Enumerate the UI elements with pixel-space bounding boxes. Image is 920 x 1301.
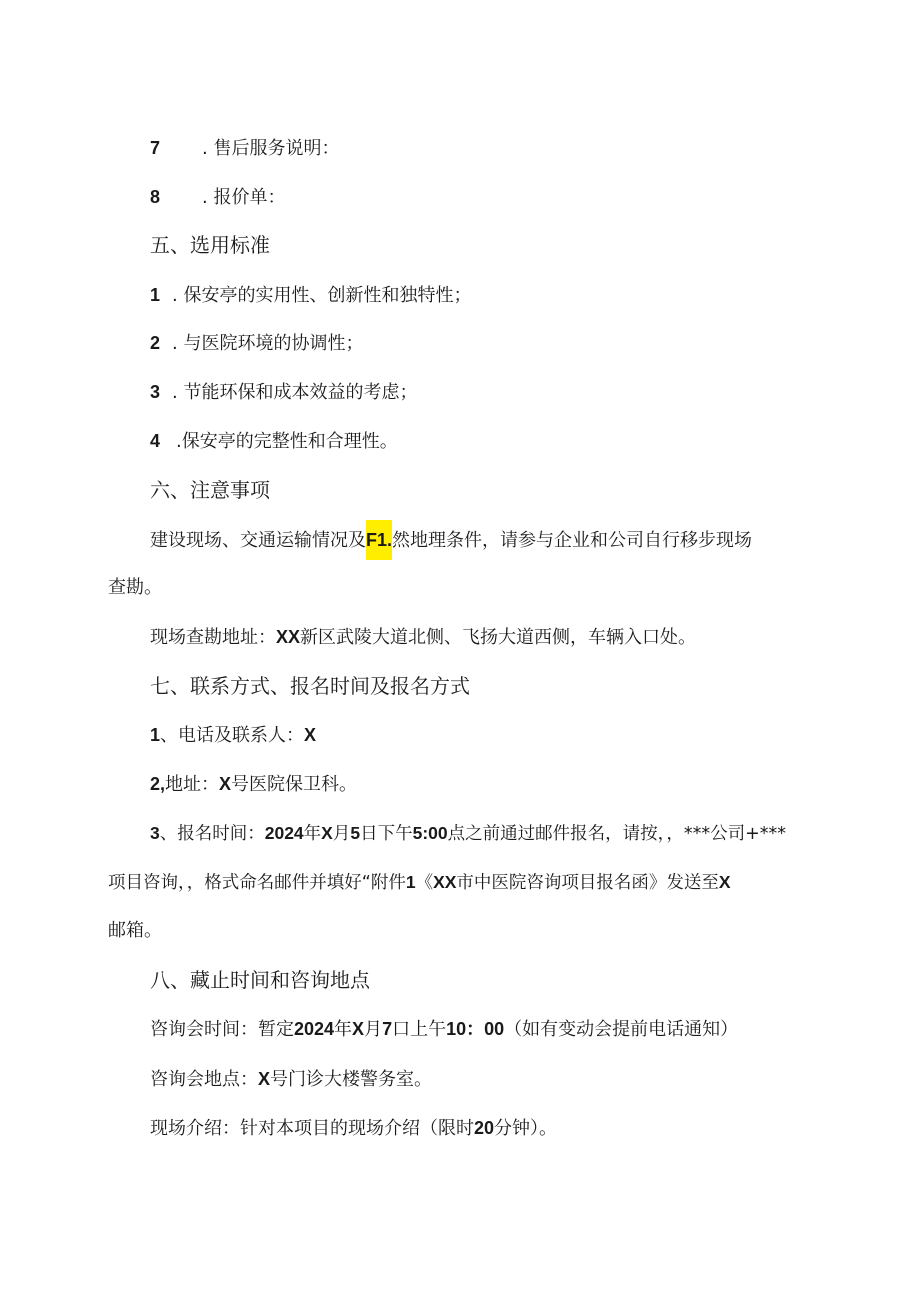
text-segment: 号医院保卫科。 (231, 774, 358, 795)
text-segment: 项目咨询，，格式命名邮件并填好“附件 (108, 873, 406, 893)
item-number: 3 (150, 823, 160, 843)
text-segment: 月 (332, 824, 351, 844)
section-heading-8: 八、藏止时间和咨询地点 (150, 968, 370, 992)
item-number: 2, (150, 774, 166, 794)
site-introduction (150, 1115, 557, 1142)
section-heading-5: 五、选用标准 (150, 233, 270, 257)
section-heading-6: 六、注意事项 (150, 478, 270, 502)
attachment-number: 1 (405, 872, 416, 892)
item-number: 2 (150, 333, 161, 353)
item-number: 4 (150, 431, 161, 451)
item-number: 3 (150, 382, 161, 402)
item-number: 1 (150, 725, 161, 745)
text-segment: 年 (303, 824, 322, 844)
text-segment: 现场查勘地址： (150, 627, 276, 648)
registration-time (150, 820, 786, 847)
item-number: 7 (150, 138, 161, 158)
text-segment: （如有变动会提前电话通知） (504, 1019, 739, 1040)
duration-minutes: 20 (474, 1118, 495, 1138)
meeting-time (150, 1016, 738, 1043)
text-segment: 、电话及联系人： (160, 725, 305, 746)
placeholder-code: X (718, 872, 731, 892)
item-number: 1 (150, 285, 161, 305)
text-segment: 然地理条件，请参与企业和公司自行移步现场 (392, 530, 753, 551)
text-segment: 口上午 (392, 1019, 447, 1040)
text-segment: 年 (334, 1019, 353, 1040)
item-text: .保安亭的完整性和合理性。 (176, 431, 398, 452)
list-item-3 (150, 379, 417, 406)
text-segment: 咨询会时间：暂定 (150, 1019, 294, 1040)
text-segment: 现场介绍：针对本项目的现场介绍（限时 (150, 1118, 474, 1139)
time: 10：00 (446, 1019, 505, 1039)
placeholder-code: XX (433, 872, 457, 892)
item-number: 8 (150, 187, 161, 207)
item-text: . 报价单： (202, 187, 286, 208)
text-segment: 建设现场、交通运输情况及 (150, 530, 366, 551)
meeting-location (150, 1066, 432, 1093)
list-item-2 (150, 330, 363, 357)
text-segment: 市中医院咨询项目报名函》发送至 (456, 873, 719, 893)
highlighted-text: F1. (366, 520, 392, 560)
placeholder-code: X (258, 1069, 271, 1089)
item-text: . 售后服务说明： (202, 138, 340, 159)
section-heading-7: 七、联系方式、报名时间及报名方式 (150, 674, 470, 698)
text-segment: 号门诊大楼警务室。 (270, 1069, 433, 1090)
list-item-8 (150, 184, 285, 211)
placeholder-code: X (304, 725, 317, 745)
paragraph-continuation: 查勘。 (108, 577, 162, 598)
list-item-7 (150, 135, 339, 162)
text-segment: 点之前通过邮件报名，请按，，***公司+*** (447, 824, 787, 844)
registration-time-line3: 邮箱。 (108, 920, 162, 941)
list-item-1 (150, 282, 471, 309)
text-segment: 日下午 (360, 824, 413, 844)
item-text: . 保安亭的实用性、创新性和独特性； (172, 285, 472, 306)
year: 2024 (264, 823, 304, 843)
placeholder-code: X (321, 823, 333, 843)
placeholder-code: X (352, 1019, 365, 1039)
year: 2024 (294, 1019, 335, 1039)
placeholder-code: X (219, 774, 232, 794)
text-segment: 新区武陵大道北侧、飞扬大道西侧，车辆入口处。 (300, 627, 697, 648)
text-segment: 《 (415, 873, 434, 893)
item-text: . 与医院环境的协调性； (172, 333, 364, 354)
paragraph-site-conditions (150, 527, 752, 554)
item-text: . 节能环保和成本效益的考虑； (172, 382, 418, 403)
text-segment: 分钟）。 (494, 1118, 558, 1139)
contact-address (150, 771, 357, 798)
text-segment: 月 (364, 1019, 383, 1040)
placeholder-code: XX (276, 627, 301, 647)
list-item-4 (150, 428, 398, 455)
day: 5 (350, 823, 361, 843)
text-segment: 地址： (165, 774, 220, 795)
text-segment: 、报名时间： (159, 824, 265, 844)
time: 5:00 (412, 823, 448, 843)
text-segment: 咨询会地点： (150, 1069, 258, 1090)
contact-phone (150, 722, 316, 749)
registration-time-line2 (108, 869, 731, 896)
paragraph-site-address (150, 624, 696, 651)
day: 7 (382, 1019, 393, 1039)
